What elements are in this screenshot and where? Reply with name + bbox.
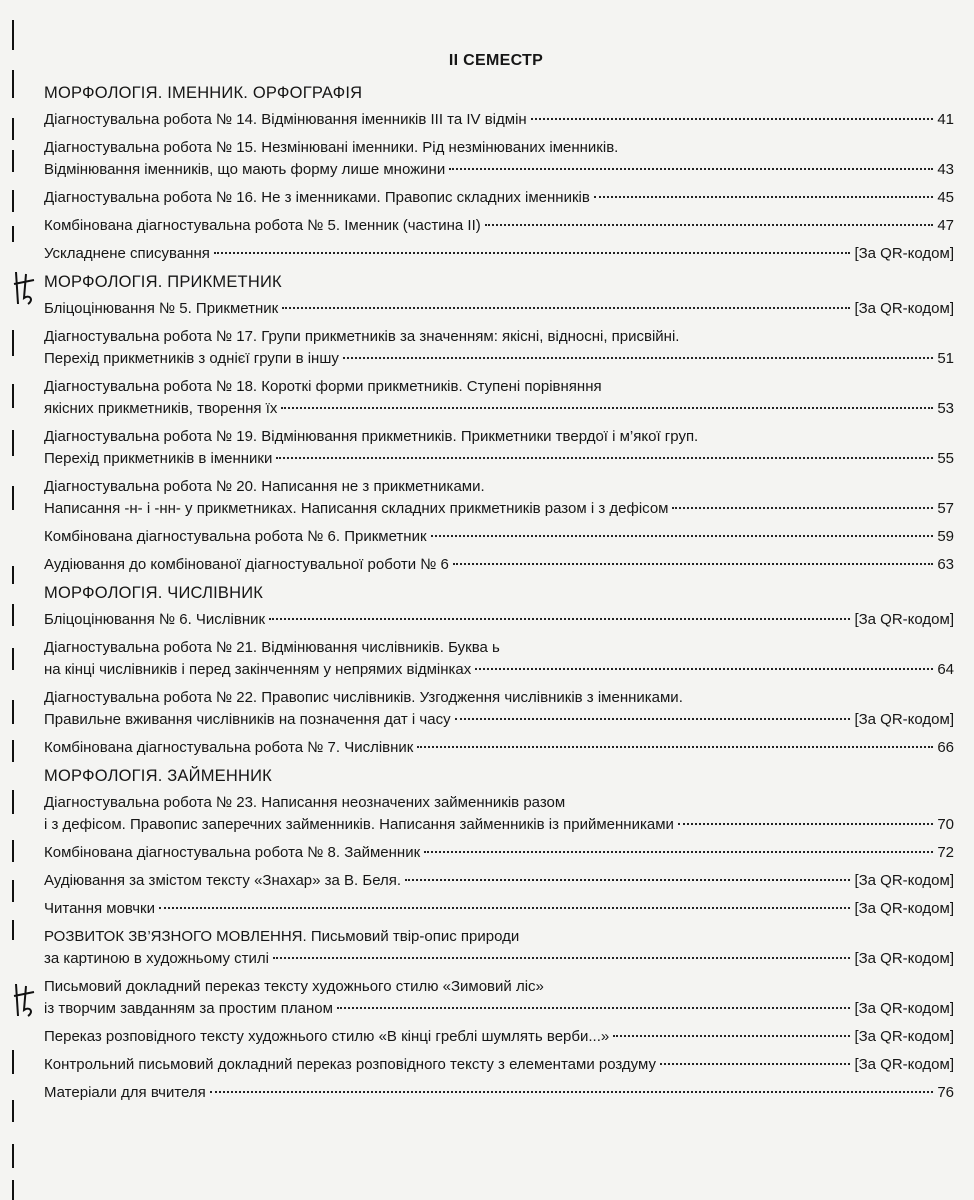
dot-leader bbox=[276, 457, 933, 459]
dot-leader bbox=[431, 535, 934, 537]
entry-row bbox=[44, 398, 954, 420]
dot-leader bbox=[417, 746, 933, 748]
entry-line: Діагностувальна робота № 16. Не з іменниками. Правопис складних іменників bbox=[44, 189, 590, 206]
toc-entry[interactable] bbox=[44, 243, 954, 265]
entry-line: Правильне вживання числівників на позначення дат і часу bbox=[44, 711, 451, 728]
dot-leader bbox=[660, 1063, 850, 1065]
entry-line: Діагностувальна робота № 21. Відмінювання числівників. Буква ь bbox=[44, 639, 500, 656]
entry-line: за картиною в художньому стилі bbox=[44, 950, 269, 967]
page-reference: [За QR-кодом] bbox=[854, 1000, 954, 1017]
entry-line: Діагностувальна робота № 20. Написання не з прикметниками. bbox=[44, 478, 485, 495]
entry-row bbox=[44, 109, 954, 131]
entry-line: Написання -н- і -нн- у прикметниках. Написання складних прикметників разом і з дефісом bbox=[44, 500, 669, 517]
entry-line: Письмовий докладний переказ тексту художнього стилю «Зимовий ліс» bbox=[44, 978, 544, 995]
entry-row bbox=[44, 609, 954, 631]
margin-tick bbox=[12, 190, 14, 212]
toc-entry[interactable] bbox=[44, 1026, 954, 1048]
entry-line: Комбінована діагностувальна робота № 5. Іменник (частина II) bbox=[44, 217, 481, 234]
handwritten-mark bbox=[12, 268, 38, 308]
dot-leader bbox=[282, 307, 850, 309]
dot-leader bbox=[159, 907, 850, 909]
toc-entry[interactable] bbox=[44, 792, 954, 836]
page-reference: [За QR-кодом] bbox=[854, 711, 954, 728]
entry-row bbox=[44, 814, 954, 836]
margin-tick bbox=[12, 384, 14, 408]
toc-entry[interactable] bbox=[44, 737, 954, 759]
dot-leader bbox=[455, 718, 851, 720]
page-reference: 70 bbox=[937, 816, 954, 833]
entry-line: Комбінована діагностувальна робота № 7. Числівник bbox=[44, 739, 414, 756]
margin-tick bbox=[12, 70, 14, 98]
entry-line: Комбінована діагностувальна робота № 6. Прикметник bbox=[44, 528, 427, 545]
margin-tick bbox=[12, 790, 14, 814]
entry-line: із творчим завданням за простим планом bbox=[44, 1000, 333, 1017]
toc-entry[interactable] bbox=[44, 376, 954, 420]
section-title: МОРФОЛОГІЯ. ЧИСЛІВНИК bbox=[44, 584, 264, 602]
toc-entry[interactable] bbox=[44, 870, 954, 892]
entry-line: Ускладнене списування bbox=[44, 245, 210, 262]
toc-entry[interactable] bbox=[44, 298, 954, 320]
toc-entry[interactable] bbox=[44, 137, 954, 181]
page-reference: 41 bbox=[937, 111, 954, 128]
dot-leader bbox=[214, 252, 851, 254]
page-reference: 76 bbox=[937, 1084, 954, 1101]
dot-leader bbox=[405, 879, 850, 881]
page-reference: [За QR-кодом] bbox=[854, 245, 954, 262]
dot-leader bbox=[672, 507, 933, 509]
entry-row bbox=[44, 159, 954, 181]
toc-entry[interactable] bbox=[44, 326, 954, 370]
dot-leader bbox=[453, 563, 933, 565]
toc-entry[interactable] bbox=[44, 609, 954, 631]
toc-entry[interactable] bbox=[44, 1082, 954, 1104]
page-reference: [За QR-кодом] bbox=[854, 300, 954, 317]
margin-tick bbox=[12, 118, 14, 140]
toc-entry[interactable] bbox=[44, 554, 954, 576]
entry-row bbox=[44, 554, 954, 576]
dot-leader bbox=[475, 668, 933, 670]
entry-line: Аудіювання за змістом тексту «Знахар» за В. Беля. bbox=[44, 872, 402, 889]
dot-leader bbox=[594, 196, 933, 198]
margin-tick bbox=[12, 604, 14, 626]
entry-line: Бліцоцінювання № 5. Прикметник bbox=[44, 300, 279, 317]
toc-entry[interactable] bbox=[44, 526, 954, 548]
margin-tick bbox=[12, 1100, 14, 1122]
entry-line: і з дефісом. Правопис заперечних займенників. Написання займенників із прийменниками bbox=[44, 816, 674, 833]
dot-leader bbox=[269, 618, 850, 620]
page-reference: 63 bbox=[937, 556, 954, 573]
dot-leader bbox=[424, 851, 933, 853]
toc-sections bbox=[38, 84, 954, 1104]
toc-section bbox=[38, 767, 954, 1104]
toc-section bbox=[38, 584, 954, 759]
toc-entry[interactable] bbox=[44, 426, 954, 470]
margin-tick bbox=[12, 486, 14, 510]
section-title: МОРФОЛОГІЯ. ЗАЙМЕННИК bbox=[44, 767, 272, 785]
toc-entry[interactable] bbox=[44, 637, 954, 681]
toc-entry[interactable] bbox=[44, 109, 954, 131]
toc-entry[interactable] bbox=[44, 976, 954, 1020]
margin-tick bbox=[12, 1144, 14, 1168]
toc-entry[interactable] bbox=[44, 926, 954, 970]
entry-line: Перехід прикметників в іменники bbox=[44, 450, 273, 467]
toc-entry[interactable] bbox=[44, 1054, 954, 1076]
dot-leader bbox=[485, 224, 934, 226]
toc-entry[interactable] bbox=[44, 187, 954, 209]
entry-row bbox=[44, 659, 954, 681]
entry-row bbox=[44, 448, 954, 470]
margin-marks bbox=[12, 0, 32, 1200]
toc-entry[interactable] bbox=[44, 215, 954, 237]
entry-line: Контрольний письмовий докладний переказ розповідного тексту з елементами роздуму bbox=[44, 1056, 656, 1073]
entry-row bbox=[44, 215, 954, 237]
entry-row bbox=[44, 737, 954, 759]
entry-line: Переказ розповідного тексту художнього стилю «В кінці греблі шумлять верби...» bbox=[44, 1028, 610, 1045]
entry-line: РОЗВИТОК ЗВ’ЯЗНОГО МОВЛЕННЯ. Письмовий твір-опис природи bbox=[44, 928, 520, 945]
handwritten-mark bbox=[12, 980, 38, 1020]
toc-entry[interactable] bbox=[44, 898, 954, 920]
toc-section bbox=[38, 84, 954, 265]
entry-line: Діагностувальна робота № 14. Відмінювання іменників III та IV відмін bbox=[44, 111, 527, 128]
section-title: МОРФОЛОГІЯ. ПРИКМЕТНИК bbox=[44, 273, 282, 291]
page-reference: 72 bbox=[937, 844, 954, 861]
entry-line: Діагностувальна робота № 18. Короткі форми прикметників. Ступені порівняння bbox=[44, 378, 602, 395]
page-reference: 64 bbox=[937, 661, 954, 678]
dot-leader bbox=[281, 407, 933, 409]
page-reference: 45 bbox=[937, 189, 954, 206]
entry-row bbox=[44, 1026, 954, 1048]
section-title: МОРФОЛОГІЯ. ІМЕННИК. ОРФОГРАФІЯ bbox=[44, 84, 363, 102]
entry-row bbox=[44, 842, 954, 864]
entry-line: Діагностувальна робота № 22. Правопис числівників. Узгодження числівників з іменниками. bbox=[44, 689, 683, 706]
page-reference: 57 bbox=[937, 500, 954, 517]
margin-tick bbox=[12, 150, 14, 172]
margin-tick bbox=[12, 330, 14, 356]
margin-tick bbox=[12, 648, 14, 670]
page-reference: 43 bbox=[937, 161, 954, 178]
page-reference: [За QR-кодом] bbox=[854, 1028, 954, 1045]
margin-tick bbox=[12, 20, 14, 50]
toc-entry[interactable] bbox=[44, 842, 954, 864]
margin-tick bbox=[12, 226, 14, 242]
dot-leader bbox=[613, 1035, 850, 1037]
entry-line: Матеріали для вчителя bbox=[44, 1084, 206, 1101]
margin-tick bbox=[12, 1050, 14, 1074]
margin-tick bbox=[12, 920, 14, 940]
entry-line: Відмінювання іменників, що мають форму лише множини bbox=[44, 161, 446, 178]
entry-line: Діагностувальна робота № 19. Відмінювання прикметників. Прикметники твердої і м’якої груп. bbox=[44, 428, 699, 445]
dot-leader bbox=[678, 823, 933, 825]
entry-row bbox=[44, 1054, 954, 1076]
semester-title: II СЕМЕСТР bbox=[448, 52, 544, 69]
entry-row bbox=[44, 348, 954, 370]
page-reference: 51 bbox=[937, 350, 954, 367]
page-reference: [За QR-кодом] bbox=[854, 611, 954, 628]
entry-line: Комбінована діагностувальна робота № 8. Займенник bbox=[44, 844, 421, 861]
page-reference: [За QR-кодом] bbox=[854, 1056, 954, 1073]
table-of-contents bbox=[38, 52, 954, 1112]
page-reference: 55 bbox=[937, 450, 954, 467]
entry-line: Аудіювання до комбінованої діагностувальної роботи № 6 bbox=[44, 556, 449, 573]
margin-tick bbox=[12, 430, 14, 456]
entry-row bbox=[44, 187, 954, 209]
entry-line: Читання мовчки bbox=[44, 900, 155, 917]
entry-line: Діагностувальна робота № 17. Групи прикметників за значенням: якісні, відносні, присвійні. bbox=[44, 328, 680, 345]
page-reference: 66 bbox=[937, 739, 954, 756]
entry-line: на кінці числівників і перед закінченням у непрямих відмінках bbox=[44, 661, 472, 678]
dot-leader bbox=[337, 1007, 850, 1009]
dot-leader bbox=[210, 1091, 934, 1093]
entry-line: Перехід прикметників з однієї групи в іншу bbox=[44, 350, 339, 367]
dot-leader bbox=[531, 118, 934, 120]
page-reference: [За QR-кодом] bbox=[854, 900, 954, 917]
page-reference: [За QR-кодом] bbox=[854, 950, 954, 967]
entry-row bbox=[44, 498, 954, 520]
page-reference: [За QR-кодом] bbox=[854, 872, 954, 889]
entry-row bbox=[44, 998, 954, 1020]
margin-tick bbox=[12, 700, 14, 724]
dot-leader bbox=[343, 357, 933, 359]
entry-line: Діагностувальна робота № 15. Незмінювані іменники. Рід незмінюваних іменників. bbox=[44, 139, 619, 156]
entry-row bbox=[44, 243, 954, 265]
entry-line: Бліцоцінювання № 6. Числівник bbox=[44, 611, 266, 628]
page-reference: 53 bbox=[937, 400, 954, 417]
entry-row bbox=[44, 898, 954, 920]
toc-entry[interactable] bbox=[44, 687, 954, 731]
margin-tick bbox=[12, 1180, 14, 1200]
margin-tick bbox=[12, 880, 14, 902]
entry-row bbox=[44, 870, 954, 892]
page-reference: 59 bbox=[937, 528, 954, 545]
margin-tick bbox=[12, 566, 14, 584]
entry-line: Діагностувальна робота № 23. Написання неозначених займенників разом bbox=[44, 794, 566, 811]
entry-row bbox=[44, 298, 954, 320]
dot-leader bbox=[449, 168, 933, 170]
toc-entry[interactable] bbox=[44, 476, 954, 520]
entry-row bbox=[44, 948, 954, 970]
dot-leader bbox=[273, 957, 850, 959]
page-reference: 47 bbox=[937, 217, 954, 234]
toc-section bbox=[38, 273, 954, 576]
margin-tick bbox=[12, 740, 14, 762]
entry-row bbox=[44, 709, 954, 731]
entry-line: якісних прикметників, творення їх bbox=[44, 400, 278, 417]
entry-row bbox=[44, 526, 954, 548]
entry-row bbox=[44, 1082, 954, 1104]
margin-tick bbox=[12, 840, 14, 862]
